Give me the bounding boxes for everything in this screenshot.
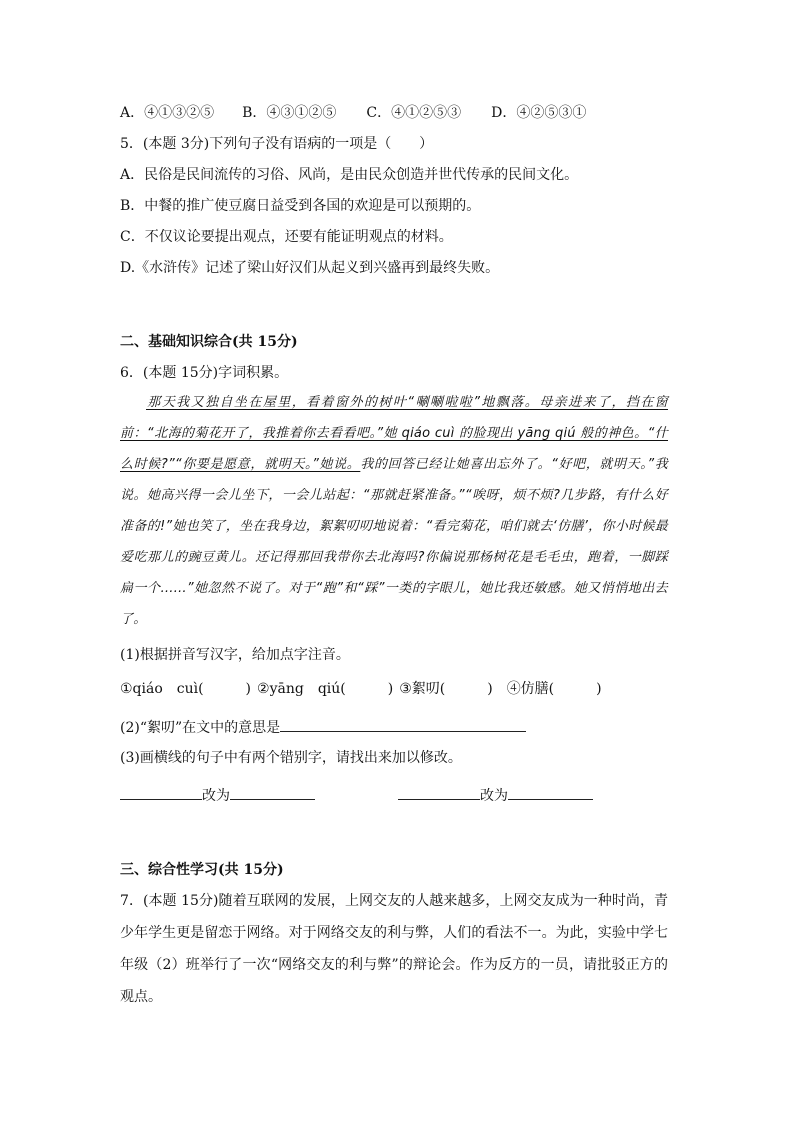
q6-sub1-item-3: ③絮叨( ) <box>399 681 493 697</box>
q6-sub2 <box>120 717 526 737</box>
q6-stem: 6．(本题 15分)字词积累。 <box>120 365 289 381</box>
passage-rest: 我的回答已经让她喜出忘外了。“好吧，就明天。”我说。她高兴得一会儿坐下，一会儿站起：“那就赶紧准备。”“唉呀，烦不烦?几步路，有什么好准备的!”她也笑了，坐在我身边，絮絮叨叨地说着：“看完菊花，咱们就去‘仿膳’，你小时候最爱吃那儿的豌豆黄儿。还记得那回我带你去北海吗?你偏说那杨树花是毛毛虫，跑着，一脚踩扁一个……”她忽然不说了。对于“跑”和“踩”一类的字眼儿，她比我还敏感。她又悄悄地出去了。 <box>120 457 668 627</box>
q4-option-d: D．④②⑤③① <box>491 105 587 121</box>
wrong-char-blank-2[interactable] <box>398 785 480 800</box>
wrong-char-blank-1[interactable] <box>120 785 202 800</box>
passage-underlined-sentences: 那天我又独自坐在屋里，看着窗外的树叶“唰唰啦啦”地飘落。母亲进来了，挡在窗前：“北海的菊花开了，我推着你去看看吧。”她 qiáo cuì 的脸现出 yāng qiú 般的神色。“什么时候?”“你要是愿意，就明天。”她说。 <box>120 395 668 472</box>
q6-sub1-item-1: ①qiáo cuì( ) <box>120 681 252 697</box>
q4-options-row <box>120 104 586 122</box>
q6-sub3-prompt: (3)画横线的句子中有两个错别字，请找出来加以修改。 <box>120 750 462 766</box>
q5-stem: 5．(本题 3分)下列句子没有语病的一项是（ ） <box>120 136 434 152</box>
q6-passage <box>120 387 668 635</box>
q5-option-a: A．民俗是民间流传的习俗、风尚，是由民众创造并世代传承的民间文化。 <box>120 167 579 183</box>
change-label-1: 改为 <box>202 788 230 804</box>
q6-sub1-items <box>120 680 602 698</box>
q6-sub1-item-4: ④仿膳( ) <box>506 681 602 697</box>
q7-text: 7．(本题 15分)随着互联网的发展，上网交友的人越来越多，上网交友成为一种时尚，青少年学生更是留恋于网络。对于网络交友的利与弊，人们的看法不一。为此，实验中学七年级（2）班举行了一次“网络交友的利与弊”的辩论会。作为反方的一员，请批驳正方的观点。 <box>120 893 668 1005</box>
q4-option-c: C．④①②⑤③ <box>366 105 462 121</box>
correction-pair-2 <box>398 785 593 805</box>
correct-char-blank-1[interactable] <box>230 785 315 800</box>
q6-sub2-answer-blank[interactable] <box>280 717 526 732</box>
q6-sub1-item-2: ②yāng qiú( ) <box>257 681 394 697</box>
q5-option-c: C．不仅议论要提出观点，还要有能证明观点的材料。 <box>120 229 453 245</box>
section-2-heading: 二、基础知识综合(共 15分) <box>120 334 298 350</box>
q5-option-d: D.《水浒传》记述了梁山好汉们从起义到兴盛再到最终失败。 <box>120 260 500 276</box>
q4-option-a: A．④①③②⑤ <box>120 105 215 121</box>
q6-sub1-prompt: (1)根据拼音写汉字，给加点字注音。 <box>120 647 350 663</box>
change-label-2: 改为 <box>480 788 508 804</box>
q5-option-b: B．中餐的推广使豆腐日益受到各国的欢迎是可以预期的。 <box>120 198 481 214</box>
correct-char-blank-2[interactable] <box>508 785 593 800</box>
q4-option-b: B．④③①②⑤ <box>242 105 337 121</box>
correction-pair-1 <box>120 785 315 805</box>
q6-sub2-prompt: (2)“絮叨”在文中的意思是 <box>120 720 281 736</box>
section-3-heading: 三、综合性学习(共 15分) <box>120 862 284 878</box>
